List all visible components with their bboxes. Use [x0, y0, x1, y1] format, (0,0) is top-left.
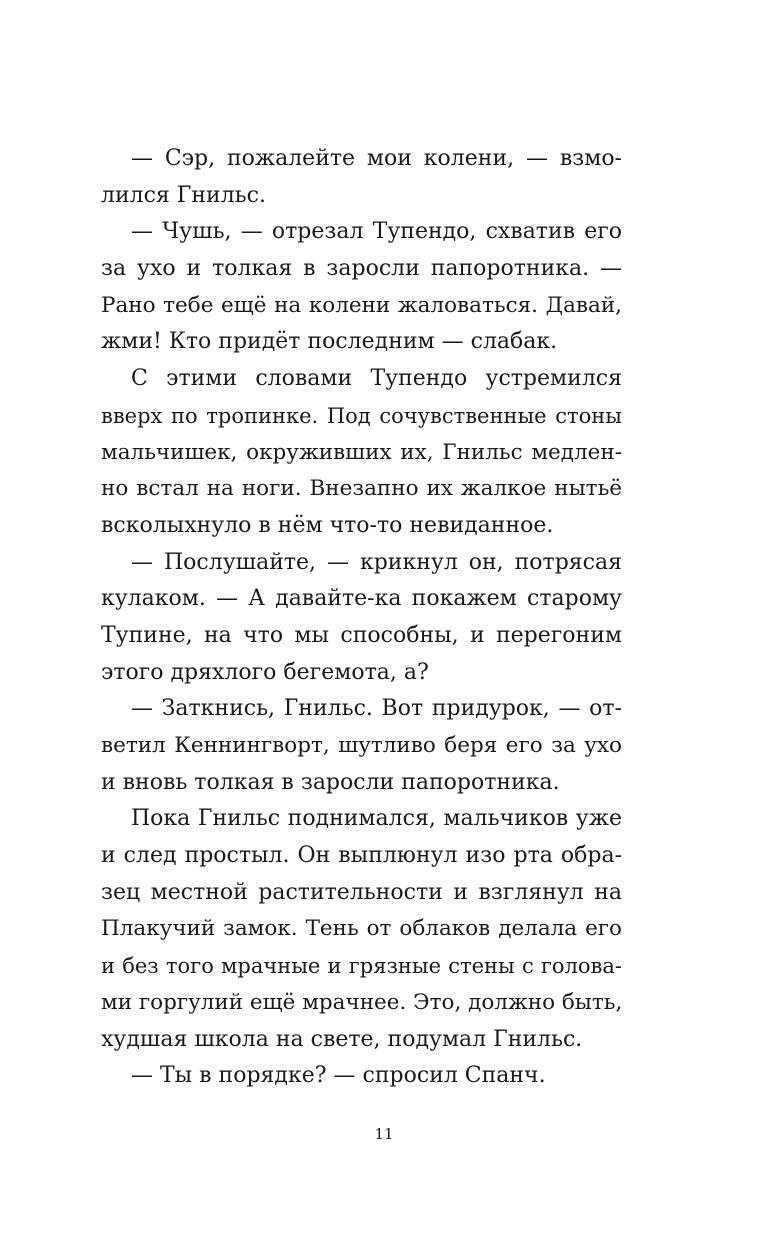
- text-line: этого дряхлого бегемота, а?: [101, 659, 429, 685]
- text-line: — Сэр, пожалейте мои колени, — взмо-: [131, 146, 622, 171]
- paragraph: [101, 141, 622, 214]
- text-line: вверх по тропинке. Под сочувственные стоны: [101, 403, 622, 428]
- text-line: худшая школа на свете, подумал Гнильс.: [101, 1026, 583, 1052]
- paragraph: [101, 361, 622, 544]
- text-line: и след простыл. Он выплюнул изо рта обра-: [101, 843, 622, 869]
- text-line: — Чушь, — отрезал Тупендо, схватив его: [131, 219, 622, 245]
- body-text: [101, 141, 622, 1095]
- text-line: Рано тебе ещё на колени жаловаться. Давай,: [101, 292, 622, 318]
- text-line: за ухо и толкая в заросли папоротника. —: [101, 256, 622, 282]
- text-line: всколыхнуло в нём что-то невиданное.: [101, 512, 554, 538]
- text-line: мальчишек, окруживших их, Гнильс медлен-: [101, 439, 622, 465]
- paragraph: [101, 801, 622, 1058]
- text-line: Плакучий замок. Тень от облаков делала его: [101, 916, 622, 942]
- text-line: ветил Кеннингворт, шутливо беря его за ухо: [101, 733, 622, 758]
- paragraph: [101, 691, 622, 801]
- text-line: жми! Кто придёт последним — слабак.: [101, 329, 558, 355]
- text-line: С этими словами Тупендо устремился: [131, 366, 622, 392]
- text-line: кулаком. — А давайте-ка покажем старому: [101, 586, 622, 612]
- text-line: ми горгулий ещё мрачнее. Это, должно быть,: [101, 989, 623, 1015]
- paragraph: [101, 1058, 622, 1095]
- text-line: зец местной растительности и взглянул на: [101, 879, 622, 905]
- text-line: — Ты в порядке? — спросил Спанч.: [131, 1063, 546, 1089]
- text-line: Пока Гнильс поднимался, мальчиков уже: [131, 806, 622, 832]
- paragraph: [101, 545, 622, 692]
- text-line: — Послушайте, — крикнул он, потрясая: [131, 549, 622, 575]
- paragraph: [101, 214, 622, 361]
- page-number: 11: [374, 1125, 394, 1143]
- text-line: и без того мрачные и грязные стены с голова-: [101, 954, 622, 979]
- text-line: — Заткнись, Гнильс. Вот придурок, — от-: [131, 696, 622, 722]
- text-line: лился Гнильс.: [101, 182, 266, 208]
- text-line: Тупине, на что мы способны, и перегоним: [101, 622, 622, 648]
- text-line: и вновь толкая в заросли папоротника.: [101, 769, 560, 795]
- text-line: но встал на ноги. Внезапно их жалкое нытьё: [101, 476, 622, 502]
